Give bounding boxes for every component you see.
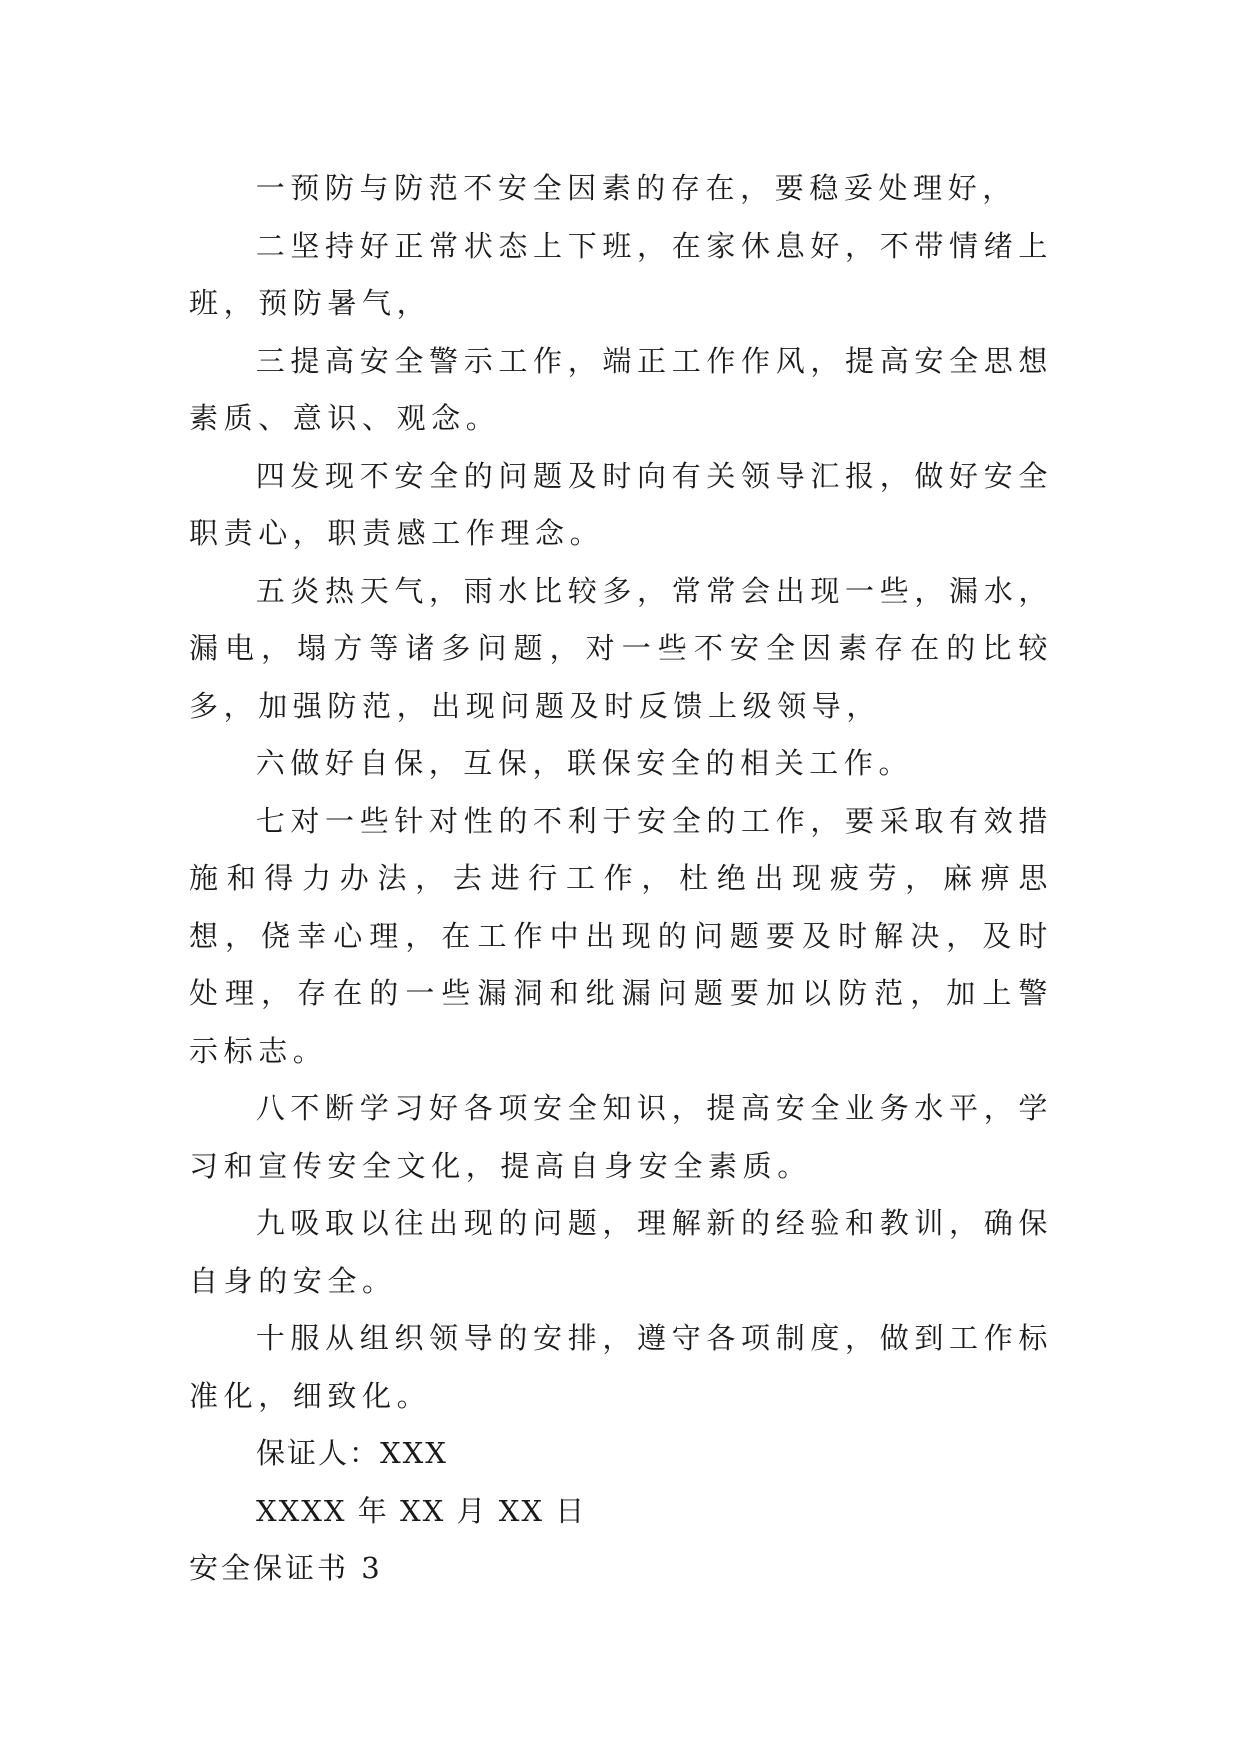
paragraph-4: 四发现不安全的问题及时向有关领导汇报，做好安全职责心，职责感工作理念。 — [189, 458, 1053, 550]
date-line: XXXX 年 XX 月 XX 日 — [256, 1493, 587, 1528]
next-section-heading: 安全保证书 3 — [189, 1551, 383, 1585]
paragraph-10: 十服从组织领导的安排，遵守各项制度，做到工作标准化，细致化。 — [189, 1321, 1053, 1413]
paragraph-7: 七对一些针对性的不利于安全的工作，要采取有效措施和得力办法，去进行工作，杜绝出现疲劳，麻痹思想，侥幸心理，在工作中出现的问题要及时解决，及时处理，存在的一些漏洞和纰漏问题要加以防范，加上警示标志。 — [189, 803, 1053, 1068]
paragraph-2: 二坚持好正常状态上下班，在家休息好，不带情绪上班，预防暑气， — [189, 228, 1053, 320]
paragraph-3: 三提高安全警示工作，端正工作作风，提高安全思想素质、意识、观念。 — [189, 343, 1053, 435]
paragraph-6: 六做好自保，互保，联保安全的相关工作。 — [255, 746, 914, 780]
paragraph-9: 九吸取以往出现的问题，理解新的经验和教训，确保自身的安全。 — [189, 1206, 1053, 1298]
paragraph-5: 五炎热天气，雨水比较多，常常会出现一些，漏水，漏电，塌方等诸多问题，对一些不安全因素存在的比较多，加强防范，出现问题及时反馈上级领导， — [189, 573, 1053, 723]
paragraph-1: 一预防与防范不安全因素的存在，要稳妥处理好， — [255, 171, 1017, 205]
paragraph-8: 八不断学习好各项安全知识，提高安全业务水平，学习和宣传安全文化，提高自身安全素质。 — [189, 1091, 1053, 1183]
document-body — [189, 160, 1053, 1598]
guarantor-line: 保证人：XXX — [256, 1436, 448, 1470]
